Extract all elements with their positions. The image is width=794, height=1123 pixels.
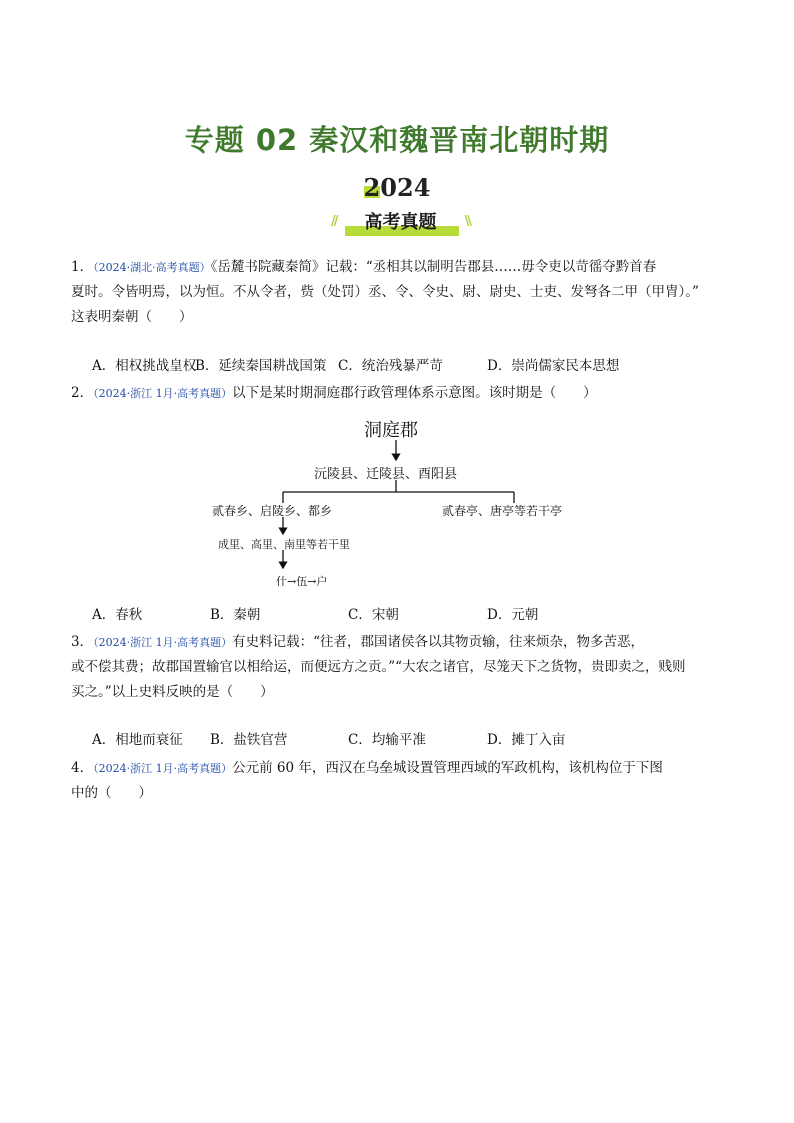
question-4 bbox=[71, 756, 731, 806]
question-1-line-3: 这表明秦朝（ ） bbox=[71, 309, 193, 325]
option-d[interactable]: D．崇尚儒家民本思想 bbox=[487, 358, 620, 374]
question-stem: 公元前 60 年，西汉在乌垒城设置管理西域的军政机构，该机构位于下图 bbox=[232, 760, 663, 776]
question-source: （2024·浙江 1月·高考真题） bbox=[93, 762, 233, 775]
question-source: （2024·浙江 1月·高考真题） bbox=[93, 636, 233, 649]
question-3-line-2: 或不偿其费；故郡国置输官以相给运，而便远方之贡。”“大农之诸官，尽笼天下之货物，贵即卖之，贱则 bbox=[71, 659, 686, 675]
option-b[interactable]: B．盐铁官营 bbox=[210, 732, 288, 748]
question-1-line-2: 夏时。令皆明焉，以为恒。不从令者，赀（处罚）丞、令、令史、尉、尉史、士吏、发弩各二甲（甲胄）。” bbox=[71, 284, 699, 300]
option-a[interactable]: A．相地而衰征 bbox=[92, 732, 183, 748]
slash-decoration-left-icon: // bbox=[331, 214, 337, 229]
option-c[interactable]: C．宋朝 bbox=[348, 607, 399, 623]
option-c[interactable]: C．统治残暴严苛 bbox=[338, 358, 443, 374]
question-number: 2． bbox=[71, 385, 94, 401]
question-2-line-1 bbox=[71, 381, 731, 406]
question-stem: 以下是某时期洞庭郡行政管理体系示意图。该时期是（ ） bbox=[232, 385, 597, 401]
question-source: （2024·浙江 1月·高考真题） bbox=[93, 387, 233, 400]
question-number: 3． bbox=[71, 634, 94, 650]
question-3-line-3: 买之。”以上史料反映的是（ ） bbox=[71, 684, 274, 700]
banner-label: 高考真题 bbox=[364, 212, 437, 233]
question-4-line-2: 中的（ ） bbox=[71, 785, 152, 801]
slash-decoration-right-icon: \\ bbox=[464, 214, 470, 229]
question-2 bbox=[71, 381, 731, 406]
question-1 bbox=[71, 255, 731, 330]
diagram-commandery: 洞庭郡 bbox=[364, 420, 418, 441]
question-number: 4． bbox=[71, 760, 94, 776]
option-d[interactable]: D．摊丁入亩 bbox=[487, 732, 566, 748]
option-b[interactable]: B．延续秦国耕战国策 bbox=[195, 358, 327, 374]
question-1-line-1 bbox=[71, 255, 731, 280]
question-source: （2024·湖北·高考真题） bbox=[93, 261, 211, 274]
diagram-townships: 贰春乡、启陵乡、都乡 bbox=[212, 504, 333, 518]
question-4-line-1 bbox=[71, 756, 731, 781]
diagram-household-units: 什→伍→户 bbox=[276, 575, 328, 588]
question-number: 1． bbox=[71, 259, 94, 275]
page-title: 专题 02 秦汉和魏晋南北朝时期 bbox=[184, 123, 610, 157]
option-a[interactable]: A．春秋 bbox=[92, 607, 143, 623]
year-heading: 2024 bbox=[363, 173, 431, 202]
diagram-villages: 成里、高里、南里等若干里 bbox=[218, 538, 350, 551]
option-d[interactable]: D．元朝 bbox=[487, 607, 539, 623]
option-a[interactable]: A．相权挑战皇权 bbox=[92, 358, 197, 374]
option-c[interactable]: C．均输平准 bbox=[348, 732, 426, 748]
diagram-pavilions: 贰春亭、唐亭等若干亭 bbox=[442, 504, 563, 518]
diagram-counties: 沅陵县、迁陵县、酉阳县 bbox=[314, 467, 458, 482]
question-stem: 有史料记载：“往者，郡国诸侯各以其物贡输，往来烦杂，物多苦恶， bbox=[232, 634, 644, 650]
question-stem: 《岳麓书院藏秦简》记载：“丞相其以制明告郡县……毋令吏以苛徭夺黔首春 bbox=[210, 259, 657, 275]
option-b[interactable]: B．秦朝 bbox=[210, 607, 261, 623]
question-3-line-1 bbox=[71, 630, 731, 655]
section-banner bbox=[331, 210, 470, 236]
question-3 bbox=[71, 630, 731, 705]
